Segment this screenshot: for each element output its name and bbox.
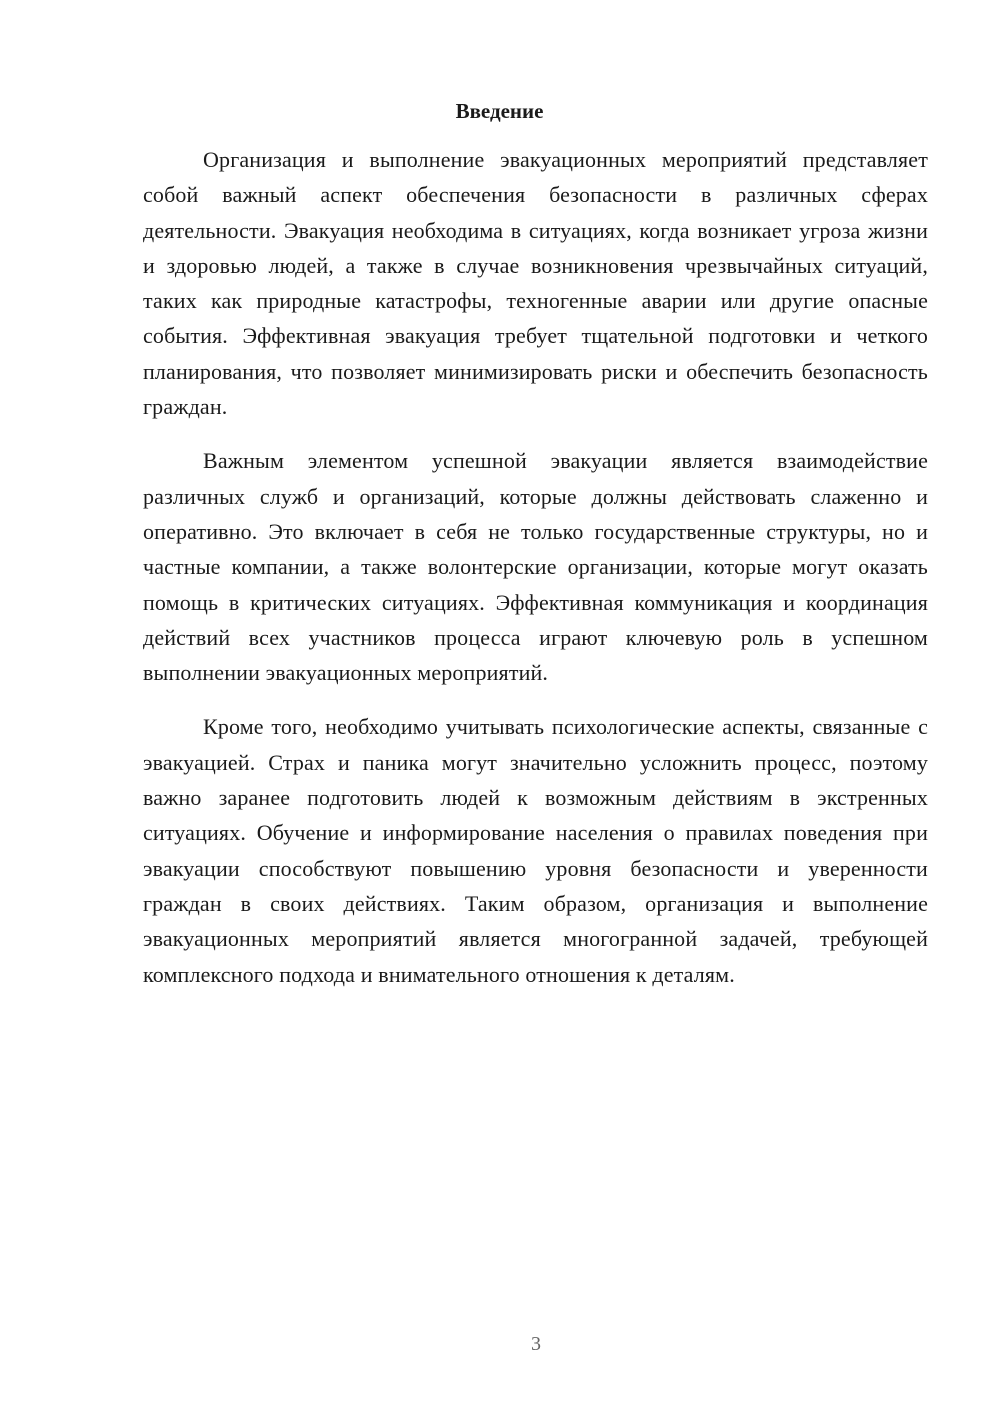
paragraph-2: Важным элементом успешной эвакуации является взаимодействие различных служб и организаций, которые должны действовать слаженно и оперативно. Это включает в себя не только государственные структуры, но и частные компании, а также волонтерские организации, которые могут оказать помощь в критических ситуациях. Эффективная коммуникация и координация действий всех участников процесса играют ключевую роль в успешном выполнении эвакуационных мероприятий. (143, 448, 928, 686)
paragraph-3: Кроме того, необходимо учитывать психологические аспекты, связанные с эвакуацией. Страх и паника могут значительно усложнить процесс, поэтому важно заранее подготовить людей к возможным действиям в экстренных ситуациях. Обучение и информирование населения о правилах поведения при эвакуации способствуют повышению уровня безопасности и уверенности граждан в своих действиях. Таким образом, организация и выполнение эвакуационных мероприятий является многогранной задачей, требующей комплексного подхода и внимательного отношения к деталям. (143, 714, 928, 987)
paragraph-1: Организация и выполнение эвакуационных мероприятий представляет собой важный аспект обеспечения безопасности в различных сферах деятельности. Эвакуация необходима в ситуациях, когда возникает угроза жизни и здоровью людей, а также в случае возникновения чрезвычайных ситуаций, таких как природные катастрофы, техногенные аварии или другие опасные события. Эффективная эвакуация требует тщательной подготовки и четкого планирования, что позволяет минимизировать риски и обеспечить безопасность граждан. (143, 147, 928, 420)
section-title: Введение (455, 99, 544, 123)
page-content (143, 96, 928, 992)
page-number: 3 (531, 1333, 541, 1355)
